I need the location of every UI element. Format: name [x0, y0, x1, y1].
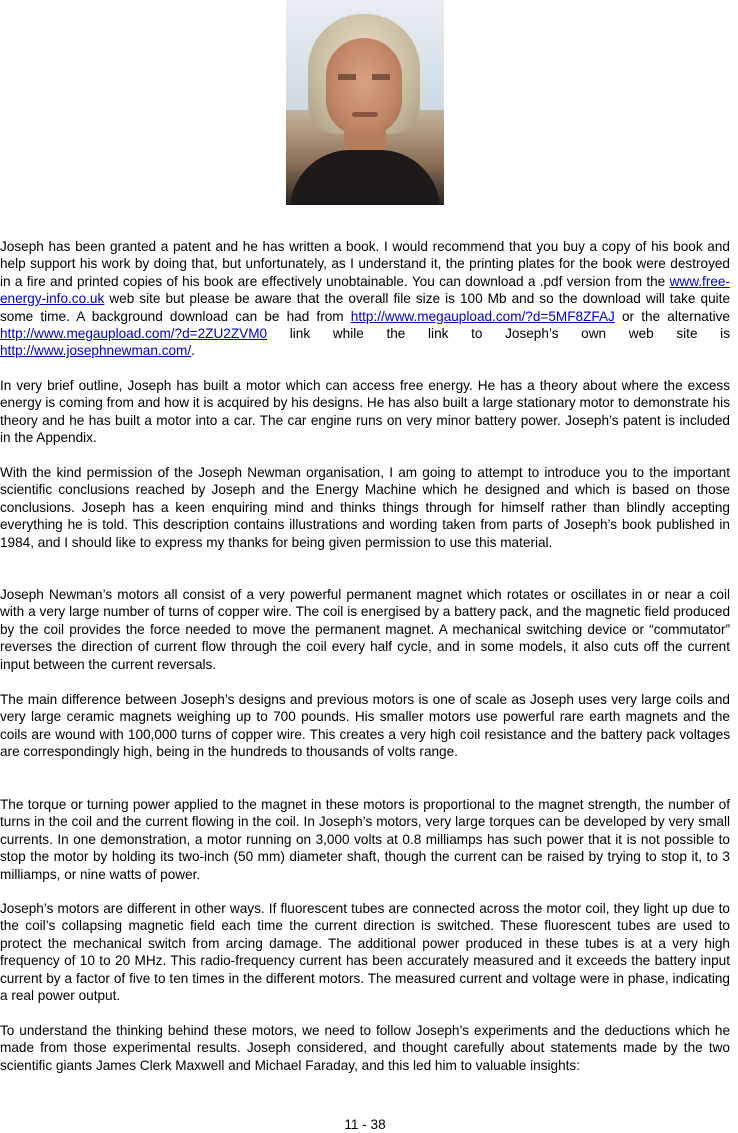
- paragraph-2: In very brief outline, Joseph has built a motor which can access free energy. He has a theory about where the excess energy is coming from and how it is acquired by his designs. He has also built a large stationary motor to demonstrate his theory and he has built a motor into a car. The car engine runs on very minor battery power. Joseph’s patent is included in the Appendix.: [0, 378, 730, 446]
- paragraph-5: The main difference between Joseph’s designs and previous motors is one of scale as Joseph uses very large coils and very large ceramic magnets weighing up to 700 pounds. His smaller motors use powerful rare earth magnets and the coils are wound with 100,000 turns of copper wire. This creates a very high coil resistance and the battery pack voltages are correspondingly high, being in the hundreds to thousands of volts range.: [0, 692, 730, 760]
- link-megaupload-1[interactable]: http://www.megaupload.com/?d=5MF8ZFAJ: [350, 308, 615, 324]
- text-span: web site but please be aware that the overall file size is 100 Mb and so the download will take quite some time. A background download can be had from: [0, 291, 730, 324]
- paragraph-7: Joseph’s motors are different in other ways. If fluorescent tubes are connected across the motor coil, they light up due to the coil’s collapsing magnetic field each time the current direction is switched. These fluorescent tubes are used to protect the mechanical switch from arcing damage. The additional power produced in these tubes is at a very high frequency of 10 to 20 MHz. This radio-frequency current has been accurately measured and it exceeds the battery input current by a factor of five to ten times in the different motors. The measured current and voltage were in phase, indicating a real power output.: [0, 901, 730, 1004]
- link-free-energy-info[interactable]: www.free-energy-info.co.uk: [0, 273, 730, 307]
- paragraph-1: [0, 238, 730, 360]
- paragraph-3: With the kind permission of the Joseph Newman organisation, I am going to attempt to introduce you to the important scientific conclusions reached by Joseph and the Energy Machine which he designed and which is based on those conclusions. Joseph has a keen enquiring mind and thinks things through for himself rather than blindly accepting everything he is told. This description contains illustrations and wording taken from parts of Joseph’s book published in 1984, and I should like to express my thanks for being given permission to use this material.: [0, 465, 730, 550]
- text-span: .: [191, 343, 195, 359]
- text-span: link while the link to Joseph’s own web site is: [267, 326, 730, 342]
- link-megaupload-2[interactable]: http://www.megaupload.com/?d=2ZU2ZVM0: [0, 326, 268, 342]
- paragraph-4: Joseph Newman’s motors all consist of a very powerful permanent magnet which rotates or oscillates in or near a coil with a very large number of turns of copper wire. The coil is energised by a battery pack, and the magnetic field produced by the coil provides the force needed to move the permanent magnet. A mechanical switching device or “commutator” reverses the direction of current flow through the coil every half cycle, and in some models, it also cuts off the current input between the current reversals.: [0, 587, 730, 672]
- link-josephnewman[interactable]: http://www.josephnewman.com/: [0, 343, 192, 359]
- page-number: 11 - 38: [344, 1117, 386, 1132]
- portrait-photo: [286, 0, 444, 205]
- text-span: or the alternative: [614, 308, 730, 324]
- text-span: Joseph has been granted a patent and he has written a book. I would recommend that you buy a copy of his book and help support his work by doing that, but unfortunately, as I understand it, the printing plates for the book were destroyed in a fire and printed copies of his book are effectively unobtainable. You can download a .pdf version from the: [0, 239, 730, 289]
- paragraph-6: The torque or turning power applied to the magnet in these motors is proportional to the magnet strength, the number of turns in the coil and the current flowing in the coil. In Joseph’s motors, very large torques can be developed by very small currents. In one demonstration, a motor running on 3,000 volts at 0.8 milliamps has such power that it is not possible to stop the motor by holding its two-inch (50 mm) diameter shaft, though the current can be raised by trying to stop it, to 3 milliamps, or nine watts of power.: [0, 797, 730, 882]
- paragraph-8: To understand the thinking behind these motors, we need to follow Joseph’s experiments and the deductions which he made from those experimental results. Joseph considered, and thought carefully about statements made by the two scientific giants James Clerk Maxwell and Michael Faraday, and this led him to valuable insights:: [0, 1023, 730, 1073]
